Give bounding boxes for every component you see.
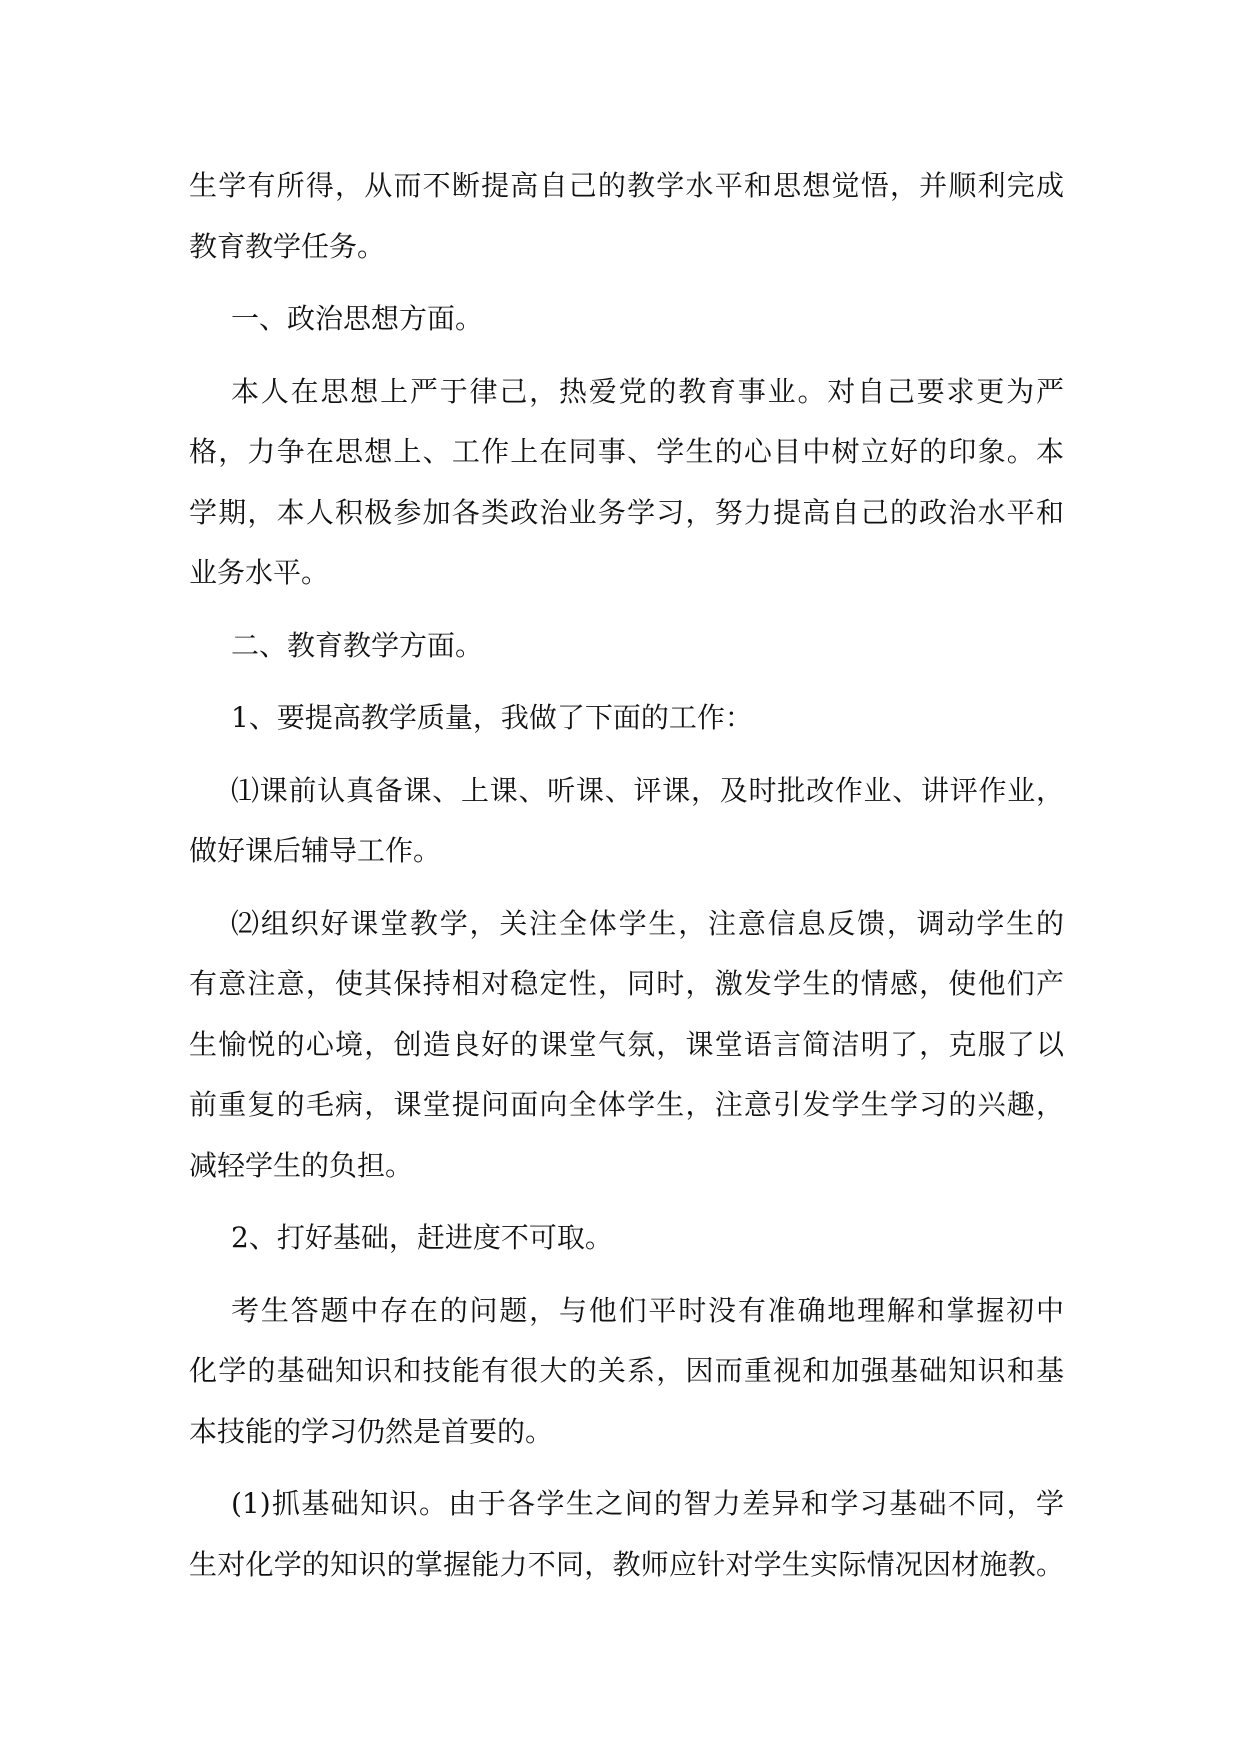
heading-line: 1、要提高教学质量，我做了下面的工作：	[231, 701, 753, 734]
subsection-heading	[189, 688, 1064, 749]
paragraph	[189, 761, 1064, 882]
document-body	[189, 156, 1064, 1595]
paragraph	[189, 894, 1064, 1197]
paragraph-line: 生愉悦的心境，创造良好的课堂气氛，课堂语言简洁明了，克服了以	[189, 1027, 1064, 1061]
subsection-heading	[189, 1208, 1064, 1269]
section-heading	[189, 289, 1064, 350]
paragraph-line: 生学有所得，从而不断提高自己的教学水平和思想觉悟，并顺利完成	[189, 169, 1064, 202]
paragraph-line: 格，力争在思想上、工作上在同事、学生的心目中树立好的印象。本	[189, 435, 1064, 468]
heading-line: 二、教育教学方面。	[231, 628, 484, 662]
paragraph-line: 减轻学生的负担。	[189, 1148, 414, 1182]
heading-line: 一、政治思想方面。	[231, 302, 484, 335]
paragraph-line: 有意注意，使其保持相对稳定性，同时，激发学生的情感，使他们产	[189, 967, 1064, 1000]
section-heading	[189, 616, 1064, 677]
paragraph	[189, 156, 1064, 277]
paragraph-line: ⑴课前认真备课、上课、听课、评课，及时批改作业、讲评作业，	[231, 773, 1064, 807]
heading-line: 2、打好基础，赶进度不可取。	[231, 1221, 613, 1254]
paragraph	[189, 1281, 1064, 1463]
paragraph	[189, 362, 1064, 604]
paragraph-line: 教育教学任务。	[189, 229, 386, 263]
paragraph-line: 做好课后辅导工作。	[189, 834, 442, 867]
paragraph-line: ⑵组织好课堂教学，关注全体学生，注意信息反馈，调动学生的	[231, 906, 1064, 940]
paragraph-line: (1)抓基础知识。由于各学生之间的智力差异和学习基础不同，学	[231, 1487, 1064, 1520]
paragraph-line: 业务水平。	[189, 556, 330, 589]
paragraph	[189, 1474, 1064, 1595]
paragraph-line: 生对化学的知识的掌握能力不同，教师应针对学生实际情况因材施教。	[189, 1547, 1064, 1581]
paragraph-line: 学期，本人积极参加各类政治业务学习，努力提高自己的政治水平和	[189, 495, 1064, 529]
paragraph-line: 前重复的毛病，课堂提问面向全体学生，注意引发学生学习的兴趣，	[189, 1088, 1064, 1121]
paragraph-line: 本技能的学习仍然是首要的。	[189, 1414, 554, 1448]
paragraph-line: 考生答题中存在的问题，与他们平时没有准确地理解和掌握初中	[231, 1293, 1064, 1327]
paragraph-line: 本人在思想上严于律己，热爱党的教育事业。对自己要求更为严	[231, 374, 1064, 408]
paragraph-line: 化学的基础知识和技能有很大的关系，因而重视和加强基础知识和基	[189, 1354, 1064, 1387]
